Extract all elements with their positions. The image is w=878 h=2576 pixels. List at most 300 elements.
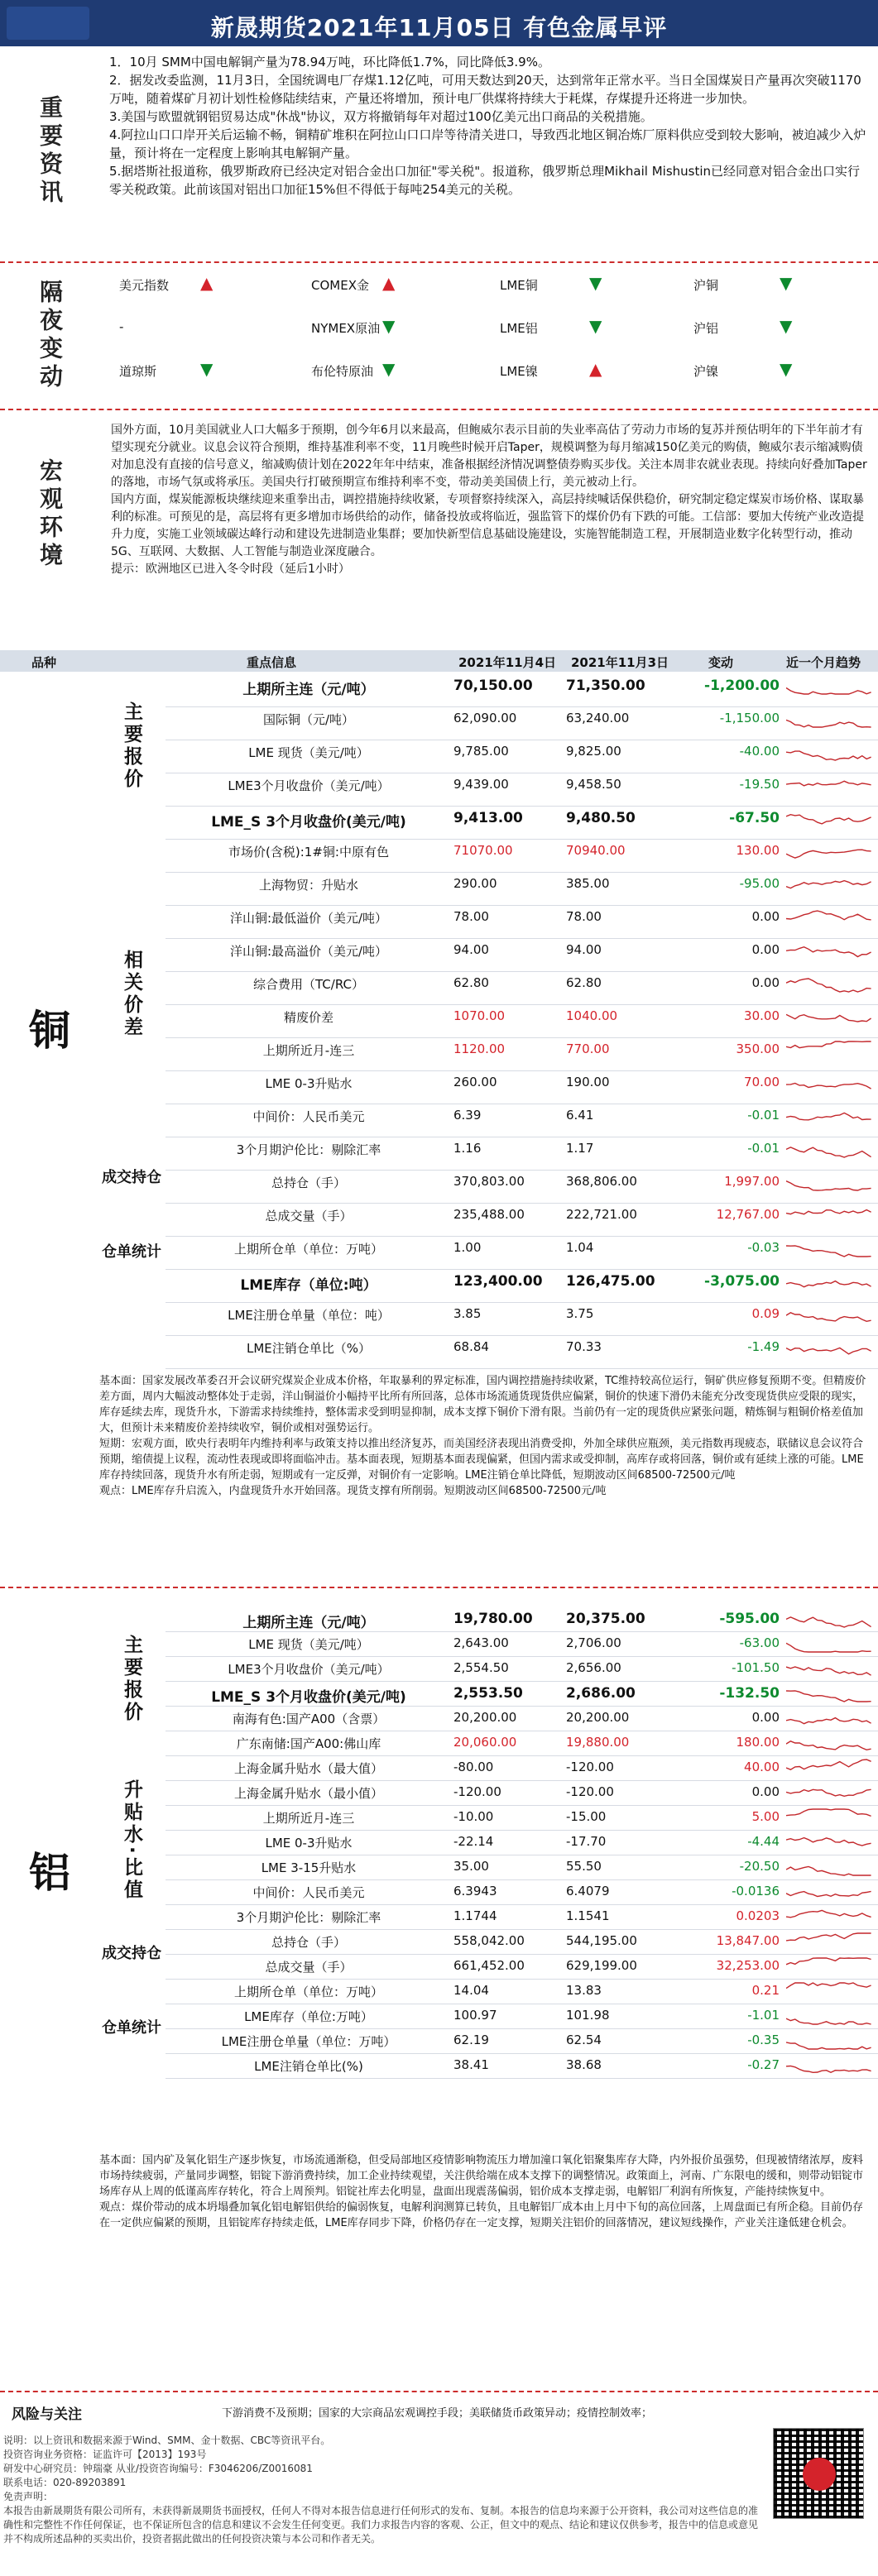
- footer-disclaimer: 本报告由新晟期货有限公司所有，未获得新晟期货书面授权，任何人不得对本报告信息进行任何形式的发布、复制。本报告的信息均来源于公开资料，我公司对这些信息的准确性和完整性不作任何保证，也不保证所包含的信息和建议不会发生任何变更。我们力求报告内容的客观、公正，但文中的观点、结论和建议仅供参考，报告中的信息或意见并不构成所述品种的买卖出价，投资者据此做出的任何投资决策与本公司和作者无关。: [3, 2505, 759, 2545]
- value-change: 32,253.00: [716, 1958, 780, 1973]
- value-change: 0.09: [751, 1306, 780, 1321]
- table-row: [166, 1681, 878, 1706]
- value-change: 0.0203: [736, 1908, 780, 1923]
- col-trend: 近一个月趋势: [786, 655, 861, 670]
- trend-sparkline: [786, 1304, 876, 1325]
- divider: [0, 1587, 878, 1588]
- value-change: 0.00: [751, 1784, 780, 1799]
- row-label: 南海有色:国产A00（含票）: [232, 1712, 386, 1726]
- table-row: [166, 1037, 878, 1062]
- report-header: [0, 0, 878, 46]
- aluminum-label: 铝: [29, 1848, 70, 1897]
- row-divider: [166, 2078, 878, 2079]
- table-row: [166, 1954, 878, 1979]
- down-arrow-icon: ▼: [589, 273, 602, 293]
- value-d2: 3.75: [566, 1306, 594, 1321]
- value-change: 0.21: [751, 1983, 780, 1998]
- trend-sparkline: [786, 1956, 876, 1977]
- value-change: 12,767.00: [716, 1207, 780, 1222]
- value-change: 130.00: [736, 843, 780, 858]
- value-d2: 629,199.00: [566, 1958, 637, 1973]
- value-d1: 1.1744: [453, 1908, 497, 1923]
- row-label: 3个月期沪伦比：剔除汇率: [236, 1142, 381, 1157]
- value-d2: 1.04: [566, 1240, 594, 1255]
- value-d2: 19,880.00: [566, 1735, 630, 1750]
- value-d2: 368,806.00: [566, 1174, 637, 1189]
- value-d1: 20,060.00: [453, 1735, 517, 1750]
- trend-sparkline: [786, 1072, 876, 1094]
- trend-sparkline: [786, 840, 876, 862]
- macro-label: 宏观环境: [36, 458, 64, 571]
- table-row: [166, 1780, 878, 1805]
- news-item-4: 4.阿拉山口口岸开关后运输不畅，铜精矿堆积在阿拉山口口岸等待清关进口，导致西北地区铜冶炼厂原料供应受到较大影响，被迫减少入炉量，预计将在一定程度上影响其电解铜产量。: [109, 127, 866, 160]
- overnight-row: [109, 314, 868, 349]
- value-d1: -80.00: [453, 1760, 494, 1774]
- footer-analyst: 研发中心研究员：钟瑞豪 从业/投资咨询编号：F3046206/Z0016081: [3, 2463, 313, 2474]
- value-d2: 70940.00: [566, 843, 626, 858]
- value-d2: -120.00: [566, 1760, 614, 1774]
- overnight-item-name: 美元指数: [119, 278, 170, 293]
- table-row: [166, 2004, 878, 2028]
- trend-sparkline: [786, 2005, 876, 2027]
- row-label: 中间价：人民币美元: [252, 1109, 365, 1124]
- macro-section: [0, 414, 878, 615]
- value-d1: 6.3943: [453, 1884, 497, 1898]
- table-row: [166, 740, 878, 764]
- row-label: LME注册仓单量（单位：吨）: [228, 1308, 390, 1323]
- value-d2: 13.83: [566, 1983, 602, 1998]
- risk-text: 下游消费不及预期；国家的大宗商品宏观调控手段；美联储货币政策异动；疫情控制效率；: [222, 2407, 653, 2420]
- trend-sparkline: [786, 2030, 876, 2052]
- value-change: -3,075.00: [704, 1273, 780, 1290]
- trend-sparkline: [786, 1856, 876, 1878]
- value-change: -1,150.00: [719, 711, 780, 725]
- value-d1: 558,042.00: [453, 1933, 525, 1948]
- value-change: -19.50: [739, 777, 780, 792]
- table-row: [166, 2053, 878, 2078]
- row-label: LME 现货（美元/吨）: [248, 745, 369, 760]
- value-d2: 2,656.00: [566, 1660, 621, 1675]
- trend-sparkline: [786, 1931, 876, 1952]
- table-row: [166, 2028, 878, 2053]
- overnight-item-name: -: [119, 319, 124, 334]
- value-change: 5.00: [751, 1809, 780, 1824]
- value-d2: 55.50: [566, 1859, 602, 1874]
- footer-disclaimer-title: 免责声明：: [3, 2491, 54, 2502]
- row-label: LME3个月收盘价（美元/吨）: [228, 1662, 390, 1677]
- macro-body: [99, 414, 878, 615]
- copper-group-price: 主要报价: [121, 701, 142, 791]
- table-row: [166, 938, 878, 963]
- value-d2: 126,475.00: [566, 1273, 655, 1290]
- row-label: 总持仓（手）: [271, 1935, 346, 1950]
- copper-analysis: [99, 1373, 871, 1499]
- value-change: -67.50: [729, 810, 780, 826]
- col-item: 品种: [31, 655, 57, 670]
- value-d1: 1.16: [453, 1141, 482, 1156]
- table-row: [166, 1070, 878, 1095]
- value-change: -4.44: [747, 1834, 780, 1849]
- row-label: 市场价(含税):1#铜:中原有色: [228, 845, 389, 859]
- overnight-item-name: 布伦特原油: [311, 364, 374, 379]
- news-item-1: 1．10月 SMM中国电解铜产量为78.94万吨，环比降低1.7%，同比降低3.9%。: [109, 55, 550, 69]
- value-d1: 260.00: [453, 1075, 497, 1089]
- trend-sparkline: [786, 1732, 876, 1754]
- table-row: [166, 1755, 878, 1780]
- footer-phone: 联系电话：020-89203891: [3, 2477, 127, 2488]
- overnight-label: 隔夜变动: [36, 280, 64, 392]
- table-row: [166, 1302, 878, 1327]
- trend-sparkline: [786, 1658, 876, 1679]
- value-d1: 1070.00: [453, 1008, 506, 1023]
- value-change: 30.00: [744, 1008, 780, 1023]
- value-change: -1.01: [747, 2008, 780, 2023]
- table-row: [166, 1656, 878, 1681]
- macro-domestic: 国内方面，煤炭能源板块继续迎来重拳出击，调控措施持续收紧，专项督察持续深入，高层持续喊话保供稳价，研究制定稳定煤炭市场价格、谋取暴利的标准。可预见的是，高层将有更多增加市场供给的动作，储备投放或将临近，强监管下的煤价仍有下跌的可能。工信部：要加大传统产业改造提升力度，实施工业领域碳达峰行动和建设先进制造业集群；要加快新型信息基础设施建设，实施智能制造工程，开展制造业数字化转型行动，推动5G、互联网、大数据、人工智能与制造业深度融合。: [111, 493, 864, 558]
- value-d1: 9,439.00: [453, 777, 509, 792]
- trend-sparkline: [786, 907, 876, 928]
- value-d2: 385.00: [566, 876, 610, 891]
- value-d2: 2,686.00: [566, 1685, 636, 1702]
- overnight-item-name: 沪铜: [693, 278, 719, 293]
- divider: [0, 409, 878, 410]
- table-row: [166, 1904, 878, 1929]
- value-d1: 2,553.50: [453, 1685, 523, 1702]
- value-d2: 63,240.00: [566, 711, 630, 725]
- copper-short: 短期：宏观方面，欧央行表明年内维持利率与政策支持以推出经济复苏，而美国经济表现出消费受抑，外加全球供应瓶颈，美元指数再现疲态，联储议息会议符合预期，缩债提上议程，流动性表现或即将面临冲击。基本面表现，短期基本面表现偏紧，但国内需求或受抑制，高库存或将回落，铜价或有延续上涨的可能。LME库存持续回落，现货升水有所走弱，短期或有一定反弹，对铜价有一定影响。LME注销仓单比降低，短期波动区间68500-72500元/吨: [99, 1438, 864, 1482]
- down-arrow-icon: ▼: [382, 359, 396, 379]
- trend-sparkline: [786, 1039, 876, 1061]
- footer-source: 说明：以上资讯和数据来源于Wind、SMM、金十数据、CBC等资讯平台。: [3, 2435, 331, 2446]
- value-change: -95.00: [739, 876, 780, 891]
- value-d2: 1.1541: [566, 1908, 610, 1923]
- trend-sparkline: [786, 1271, 876, 1292]
- row-label: LME 现货（美元/吨）: [248, 1637, 369, 1652]
- value-d1: 71070.00: [453, 843, 513, 858]
- value-d1: 14.04: [453, 1983, 489, 1998]
- row-label: LME注册仓单量（单位：万吨）: [221, 2034, 396, 2049]
- down-arrow-icon: ▼: [200, 359, 214, 379]
- table-row: [166, 1203, 878, 1228]
- row-label: 精废价差: [283, 1010, 333, 1025]
- table-row: [166, 1879, 878, 1904]
- down-arrow-icon: ▼: [589, 316, 602, 336]
- value-d2: 62.54: [566, 2033, 602, 2047]
- value-d2: 71,350.00: [566, 678, 645, 694]
- table-row: [166, 706, 878, 731]
- value-change: -0.01: [747, 1141, 780, 1156]
- risk-label: 风险与关注: [12, 2406, 82, 2423]
- qr-code-icon: [773, 2428, 864, 2519]
- value-d1: -10.00: [453, 1809, 494, 1824]
- value-d1: 2,643.00: [453, 1635, 509, 1650]
- value-d2: 770.00: [566, 1041, 610, 1056]
- value-d1: 70,150.00: [453, 678, 533, 694]
- up-arrow-icon: ▲: [589, 359, 602, 379]
- overnight-item-name: LME镍: [500, 364, 538, 379]
- overnight-item-name: LME铝: [500, 321, 538, 336]
- table-row: [166, 1929, 878, 1954]
- table-row: [166, 1104, 878, 1128]
- row-label: LME 3-15升贴水: [261, 1860, 357, 1875]
- row-label: LME_S 3个月收盘价(美元/吨): [211, 1689, 406, 1706]
- value-change: -63.00: [739, 1635, 780, 1650]
- row-label: LME注销仓单比（%）: [246, 1341, 372, 1356]
- value-d1: 3.85: [453, 1306, 482, 1321]
- value-change: -0.03: [747, 1240, 780, 1255]
- trend-sparkline: [786, 1138, 876, 1160]
- row-label: 上海金属升贴水（最大值）: [233, 1761, 383, 1776]
- value-d2: 1040.00: [566, 1008, 618, 1023]
- trend-sparkline: [786, 1337, 876, 1358]
- value-d2: 6.41: [566, 1108, 594, 1123]
- value-d2: -15.00: [566, 1809, 607, 1824]
- table-row: [166, 1170, 878, 1195]
- report-title: 新晟期货2021年11月05日 有色金属早评: [210, 14, 668, 41]
- value-d2: 78.00: [566, 909, 602, 924]
- table-row: [166, 839, 878, 864]
- row-label: 中间价：人民币美元: [252, 1885, 365, 1900]
- news-section: [0, 46, 878, 256]
- value-change: -132.50: [719, 1685, 780, 1702]
- overnight-row: [109, 357, 868, 392]
- row-label: 上海金属升贴水（最小值）: [233, 1786, 383, 1801]
- down-arrow-icon: ▼: [382, 316, 396, 336]
- trend-sparkline: [786, 973, 876, 994]
- row-label: 上海物贸：升贴水: [258, 878, 358, 893]
- value-change: -0.01: [747, 1108, 780, 1123]
- value-d2: 9,480.50: [566, 810, 636, 826]
- value-change: -20.50: [739, 1859, 780, 1874]
- value-d2: 94.00: [566, 942, 602, 957]
- trend-sparkline: [786, 1831, 876, 1853]
- value-d2: -120.00: [566, 1784, 614, 1799]
- overnight-item-name: 道琼斯: [119, 364, 157, 379]
- value-d1: -120.00: [453, 1784, 501, 1799]
- news-body: [99, 46, 878, 256]
- copper-label: 铜: [29, 1006, 70, 1055]
- row-label: 国际铜（元/吨）: [262, 712, 355, 727]
- news-label: 重要资讯: [36, 95, 64, 208]
- copper-view: 观点：LME库存升启流入，内盘现货升水开始回落。现货支撑有所削弱。短期波动区间68500-72500元/吨: [99, 1485, 607, 1497]
- row-label: 上期所近月-连三: [262, 1043, 355, 1058]
- value-change: -0.27: [747, 2057, 780, 2072]
- value-d1: 78.00: [453, 909, 489, 924]
- value-change: 180.00: [736, 1735, 780, 1750]
- value-d1: 1.00: [453, 1240, 482, 1255]
- value-d2: 62.80: [566, 975, 602, 990]
- overnight-item-name: COMEX金: [311, 278, 369, 293]
- value-d2: 1.17: [566, 1141, 594, 1156]
- aluminum-group-spread: 升贴水·比值: [121, 1779, 142, 1902]
- value-d1: 290.00: [453, 876, 497, 891]
- down-arrow-icon: ▼: [780, 359, 793, 379]
- col-date2: 2021年11月3日: [571, 655, 669, 670]
- table-row: [166, 1236, 878, 1261]
- news-item-5: 5.据塔斯社报道称，俄罗斯政府已经决定对铝合金出口加征"零关税"。报道称，俄罗斯总理Mikhail Mishustin已经同意对铝合金出口实行零关税政策。此前该国对铝出口加征15%但不得低于每吨254美元的关税。: [109, 164, 861, 197]
- aluminum-view: 观点：煤价带动的成本坍塌叠加氧化铝电解铝供给的偏弱恢复，电解利润测算已转负，且电解铝厂成本由上月中下旬的高位回落，上周盘面已有所企稳。目前仍存在一定供应偏紧的预期，且铝锭库存持续走低，LME库存同步下降，价格仍存在一定支撑，短期关注铝价的回落情况，建议短线操作，产业关注逢低建仓机会。: [99, 2201, 864, 2229]
- trend-sparkline: [786, 807, 876, 829]
- table-row: [166, 1004, 878, 1029]
- table-row: [166, 1631, 878, 1656]
- trend-sparkline: [786, 1782, 876, 1803]
- value-change: 0.00: [751, 942, 780, 957]
- value-d2: 190.00: [566, 1075, 610, 1089]
- trend-sparkline: [786, 741, 876, 763]
- value-d1: -22.14: [453, 1834, 494, 1849]
- value-d1: 123,400.00: [453, 1273, 543, 1290]
- row-divider: [166, 1368, 878, 1369]
- value-d2: 222,721.00: [566, 1207, 637, 1222]
- table-row: [166, 773, 878, 797]
- value-d1: 62.80: [453, 975, 489, 990]
- value-d1: 2,554.50: [453, 1660, 509, 1675]
- footer-license: 投资咨询业务资格：证监许可【2013】193号: [3, 2449, 207, 2460]
- value-d1: 6.39: [453, 1108, 482, 1123]
- value-d1: 370,803.00: [453, 1174, 525, 1189]
- table-row: [166, 1830, 878, 1855]
- aluminum-group-stock: 仓单统计: [102, 2019, 161, 2037]
- aluminum-group-price: 主要报价: [121, 1635, 142, 1724]
- value-d2: 38.68: [566, 2057, 602, 2072]
- table-row: [166, 1805, 878, 1830]
- table-row: [166, 1269, 878, 1294]
- row-label: LME_S 3个月收盘价(美元/吨): [211, 814, 406, 831]
- value-change: -595.00: [719, 1611, 780, 1627]
- down-arrow-icon: ▼: [780, 273, 793, 293]
- risk-section: [0, 2399, 878, 2424]
- overnight-item-name: 沪铝: [693, 321, 719, 336]
- value-change: 40.00: [744, 1760, 780, 1774]
- aluminum-basic: 基本面：国内矿及氧化铝生产逐步恢复，市场流通渐稳，但受局部地区疫情影响物流压力增加潼口氧化铝聚集库存大降，内外报价虽强势，但现被情绪浓厚，废料市场持续疲弱，产量同步调整，铝锭下游消费持续，加工企业持续观望，关注供给端在成本支撑下的调整情况。政策面上，河南、广东限电的缓和，则带动铝锭市场库存从上周的低谨高库存转化，符合上周预判。铝锭社库去化明显，盘面出现震荡偏弱，铝价成本支撑走弱，电解铝厂利润有所恢复，产能持续恢复中。: [99, 2154, 864, 2198]
- value-d2: 70.33: [566, 1339, 602, 1354]
- trend-sparkline: [786, 1707, 876, 1729]
- trend-sparkline: [786, 1204, 876, 1226]
- footer: [3, 2434, 875, 2546]
- table-row: [166, 1606, 878, 1631]
- row-label: 总持仓（手）: [271, 1175, 346, 1190]
- row-label: 综合费用（TC/RC）: [253, 977, 364, 992]
- row-label: 上期所主连（元/吨）: [242, 1615, 375, 1631]
- row-label: LME注销仓单比(%): [254, 2059, 363, 2074]
- value-d2: 9,458.50: [566, 777, 621, 792]
- macro-overseas: 国外方面，10月美国就业人口大幅多于预期，创今年6月以来最高，但鲍威尔表示目前的失业率高估了劳动力市场的复苏并预估明年的下半年前才有望实现充分就业。议息会议符合预期，维持基准利率不变，11月晚些时候开启Taper，规模调整为每月缩减150亿美元的购债，鲍威尔表示缩减购债对加息没有直接的信号意义，缩减购债计划在2022年年中结束，准备根据经济情况调整债券购买步伐。关注本周非农就业表现。持续向好叠加Taper的落地，市场气氛或将承压。美国央行打破预期宣布维持利率不变，带动美美国债上行，美元被动上行。: [111, 424, 867, 489]
- value-change: -40.00: [739, 744, 780, 759]
- trend-sparkline: [786, 1633, 876, 1654]
- value-d2: 9,825.00: [566, 744, 621, 759]
- overnight-row: [109, 271, 868, 306]
- macro-note: 提示：欧洲地区已进入冬令时段（延后1小时）: [111, 563, 350, 576]
- table-row: [166, 971, 878, 996]
- copper-basic: 基本面：国家发展改革委召开会议研究煤炭企业成本价格，年取暴利的界定标准，国内调控措施持续收紧，TC维持较高位运行，铜矿供应修复预期不变。但精废价差方面，周内大幅波动整体处于走弱，洋山铜溢价小幅持平比所有所回落，总体市场流通货现货供应偏紧，铜价的快速下滑仍未能充分改变现货供应受限的现实，库存延续去库，现货升水，下游需求持续维持，整体需求受到明显抑制，成本支撑下铜价下滑有限。当前仍有一定的现货供应紧张问题，精炼铜与粗铜价格差值加大，但预计未来精废价差持续收窄，铜价或相对强势运行。: [99, 1375, 866, 1434]
- row-label: LME 0-3升贴水: [265, 1836, 353, 1851]
- col-date1: 2021年11月4日: [458, 655, 557, 670]
- aluminum-group-hold: 成交持仓: [102, 1945, 161, 1962]
- col-change: 变动: [708, 655, 734, 670]
- value-change: -0.35: [747, 2033, 780, 2047]
- value-change: 0.00: [751, 1710, 780, 1725]
- table-row: [166, 806, 878, 831]
- row-label: 上期所仓单（单位：万吨）: [233, 1985, 383, 1999]
- down-arrow-icon: ▼: [780, 316, 793, 336]
- up-arrow-icon: ▲: [200, 273, 214, 293]
- row-label: 洋山铜:最高溢价（美元/吨）: [229, 944, 388, 959]
- row-label: 总成交量（手）: [265, 1209, 353, 1223]
- row-label: 洋山铜:最低溢价（美元/吨）: [229, 911, 388, 926]
- table-row: [166, 1731, 878, 1755]
- trend-sparkline: [786, 1807, 876, 1828]
- trend-sparkline: [786, 1238, 876, 1259]
- trend-sparkline: [786, 1757, 876, 1779]
- value-change: -101.50: [732, 1660, 780, 1675]
- row-label: 总成交量（手）: [265, 1960, 353, 1975]
- value-d1: 100.97: [453, 2008, 497, 2023]
- value-d1: 62,090.00: [453, 711, 517, 725]
- up-arrow-icon: ▲: [382, 273, 396, 293]
- row-label: 上期所仓单（单位：万吨）: [233, 1242, 383, 1257]
- table-row: [166, 1979, 878, 2004]
- value-change: 13,847.00: [716, 1933, 780, 1948]
- value-d1: 661,452.00: [453, 1958, 525, 1973]
- value-d2: 2,706.00: [566, 1635, 621, 1650]
- value-d1: 94.00: [453, 942, 489, 957]
- row-label: LME3个月收盘价（美元/吨）: [228, 778, 390, 793]
- overnight-body: [99, 266, 878, 405]
- table-row: [166, 1335, 878, 1360]
- value-change: 0.00: [751, 909, 780, 924]
- value-d1: 20,200.00: [453, 1710, 517, 1725]
- row-label: LME库存（单位:万吨）: [244, 2009, 373, 2024]
- value-change: 1,997.00: [724, 1174, 780, 1189]
- value-d1: 1120.00: [453, 1041, 506, 1056]
- overnight-section: [0, 266, 878, 405]
- trend-sparkline: [786, 1006, 876, 1027]
- table-row: [166, 1706, 878, 1731]
- value-change: 350.00: [736, 1041, 780, 1056]
- overnight-item-name: LME铜: [500, 278, 538, 293]
- table-row: [166, 1855, 878, 1879]
- value-d1: 9,785.00: [453, 744, 509, 759]
- value-d1: 235,488.00: [453, 1207, 525, 1222]
- trend-sparkline: [786, 708, 876, 730]
- value-d1: 35.00: [453, 1859, 489, 1874]
- value-change: 70.00: [744, 1075, 780, 1089]
- trend-sparkline: [786, 675, 876, 697]
- copper-group-hold: 成交持仓: [102, 1169, 161, 1186]
- value-d2: 544,195.00: [566, 1933, 637, 1948]
- seal-icon: [803, 2458, 836, 2491]
- row-label: 上期所近月-连三: [262, 1811, 355, 1826]
- trend-sparkline: [786, 940, 876, 961]
- value-d1: 38.41: [453, 2057, 489, 2072]
- row-label: 3个月期沪伦比：剔除汇率: [236, 1910, 381, 1925]
- trend-sparkline: [786, 2055, 876, 2076]
- value-d2: -17.70: [566, 1834, 607, 1849]
- value-change: -1.49: [747, 1339, 780, 1354]
- trend-sparkline: [786, 1881, 876, 1903]
- value-change: -0.0136: [732, 1884, 780, 1898]
- row-label: 广东南储:国产A00:佛山库: [236, 1736, 381, 1751]
- value-change: 0.00: [751, 975, 780, 990]
- overnight-item-name: 沪镍: [693, 364, 719, 379]
- row-label: 上期所主连（元/吨）: [242, 682, 375, 698]
- value-d1: 9,413.00: [453, 810, 523, 826]
- trend-sparkline: [786, 1171, 876, 1193]
- row-label: LME 0-3升贴水: [265, 1076, 353, 1091]
- value-d2: 6.4079: [566, 1884, 610, 1898]
- copper-group-stock: 仓单统计: [102, 1243, 161, 1261]
- value-d2: 20,375.00: [566, 1611, 645, 1627]
